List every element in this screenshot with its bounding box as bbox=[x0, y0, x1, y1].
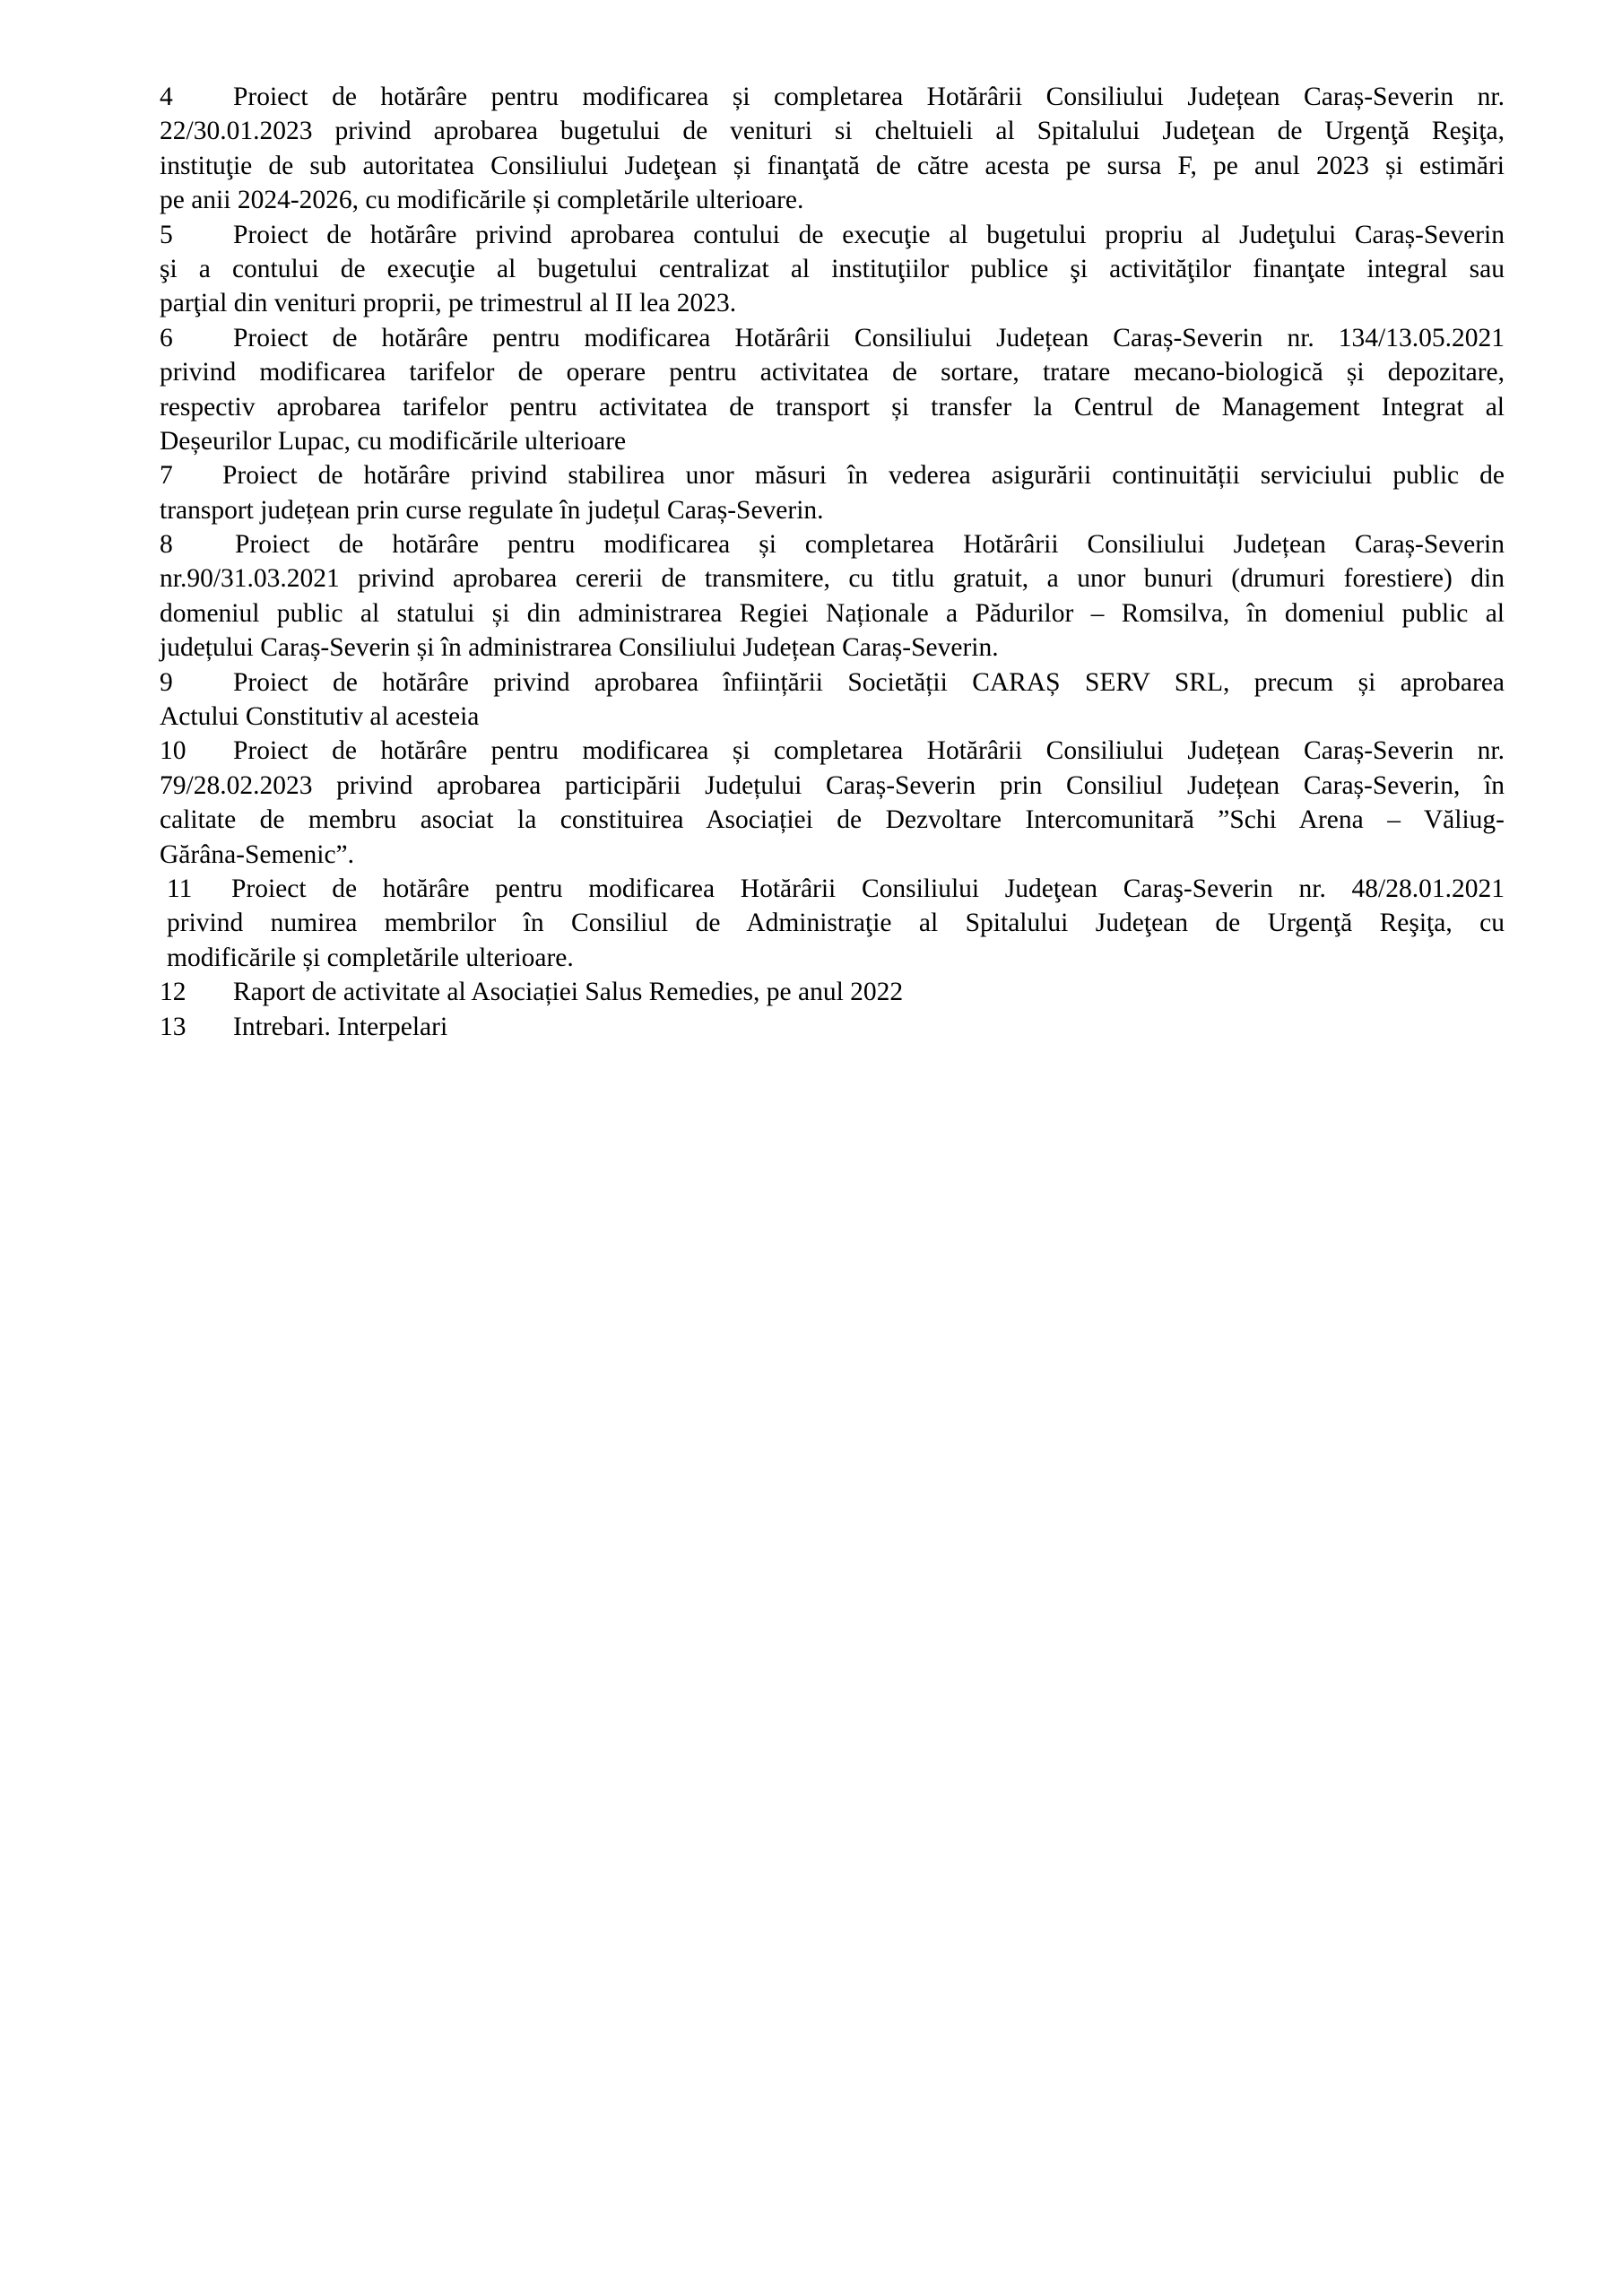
agenda-line: transport județean prin curse regulate în județul Caraș-Severin. bbox=[160, 495, 824, 525]
agenda-line bbox=[160, 734, 1505, 768]
agenda-line: 79/28.02.2023 privind aprobarea participării Județului Caraș-Severin prin Consiliul Județean Caraș-Severin, în bbox=[160, 770, 1505, 800]
agenda-line-text: Proiect de hotărâre pentru modificarea și completarea Hotărârii Consiliului Județean Caraș-Severin nr. bbox=[233, 736, 1505, 766]
agenda-item-9 bbox=[160, 665, 1505, 735]
agenda-line: instituţie de sub autoritatea Consiliului Judeţean și finanţată de către acesta pe sursa F, pe anul 2023 și estimări bbox=[160, 151, 1505, 180]
agenda-item-number: 7 bbox=[160, 461, 173, 491]
agenda-line-text: Proiect de hotărâre privind aprobarea înființării Societății CARAȘ SERV SRL, precum și aprobarea bbox=[233, 667, 1505, 697]
agenda-item-12 bbox=[160, 975, 1505, 1009]
agenda-line bbox=[160, 218, 1505, 252]
agenda-line bbox=[160, 527, 1505, 561]
agenda-line: Gărâna-Semenic”. bbox=[160, 839, 355, 869]
document-page bbox=[160, 80, 1505, 1044]
agenda-item-number: 8 bbox=[160, 530, 173, 560]
agenda-line: modificările și completările ulterioare. bbox=[167, 943, 574, 972]
agenda-line-text: Proiect de hotărâre privind aprobarea contului de execuţie al bugetului propriu al Judeţului Caraș-Severin bbox=[233, 220, 1505, 249]
agenda-item-number: 9 bbox=[160, 667, 173, 697]
agenda-line-text: Proiect de hotărâre pentru modificarea și completarea Hotărârii Consiliului Județean Caraș-Severin bbox=[235, 530, 1505, 560]
agenda-line-text: Proiect de hotărâre pentru modificarea și completarea Hotărârii Consiliului Județean Caraș-Severin nr. bbox=[233, 83, 1505, 111]
agenda-item-number: 4 bbox=[160, 83, 173, 111]
agenda-line-text: Intrebari. Interpelari bbox=[233, 1012, 448, 1041]
agenda-line bbox=[160, 80, 1505, 114]
agenda-line: 22/30.01.2023 privind aprobarea bugetului de venituri si cheltuieli al Spitalului Judeţean de Urgenţă Reşiţa, bbox=[160, 117, 1505, 146]
agenda-item-6 bbox=[160, 321, 1505, 459]
agenda-line bbox=[160, 458, 1505, 492]
agenda-item-number: 10 bbox=[160, 736, 186, 766]
agenda-line: parţial din venituri proprii, pe trimestrul al II lea 2023. bbox=[160, 289, 737, 318]
agenda-line: Actului Constitutiv al acesteia bbox=[160, 702, 480, 732]
agenda-line bbox=[160, 1010, 1505, 1044]
agenda-item-number: 13 bbox=[160, 1012, 186, 1041]
agenda-line bbox=[160, 975, 1505, 1009]
agenda-item-4 bbox=[160, 80, 1505, 218]
agenda-line-text: Proiect de hotărâre pentru modificarea Hotărârii Consiliului Județean Caraș-Severin nr. 134/13.05.2021 bbox=[233, 323, 1505, 352]
agenda-item-number: 6 bbox=[160, 323, 173, 352]
agenda-line-text: Raport de activitate al Asociației Salus Remedies, pe anul 2022 bbox=[233, 978, 904, 1007]
agenda-line: nr.90/31.03.2021 privind aprobarea cererii de transmitere, cu titlu gratuit, a unor bunuri (drumuri forestiere) din bbox=[160, 564, 1505, 594]
agenda-line: şi a contului de execuţie al bugetului centralizat al instituţiilor publice şi activităţilor finanţate integral sau bbox=[160, 254, 1505, 283]
agenda-line bbox=[167, 872, 1505, 906]
agenda-item-8 bbox=[160, 527, 1505, 665]
agenda-item-number: 12 bbox=[160, 978, 186, 1007]
agenda-line: respectiv aprobarea tarifelor pentru activitatea de transport și transfer la Centrul de Management Integrat al bbox=[160, 392, 1505, 422]
agenda-item-13 bbox=[160, 1010, 1505, 1044]
agenda-item-5 bbox=[160, 218, 1505, 321]
agenda-line: Deșeurilor Lupac, cu modificările ulterioare bbox=[160, 426, 627, 456]
agenda-line: privind modificarea tarifelor de operare pentru activitatea de sortare, tratare mecano-biologică și depozitare, bbox=[160, 358, 1505, 387]
agenda-line: pe anii 2024-2026, cu modificările și completările ulterioare. bbox=[160, 186, 804, 215]
agenda-line: calitate de membru asociat la constituirea Asociației de Dezvoltare Intercomunitară ”Schi Arena – Văliug- bbox=[160, 805, 1505, 835]
agenda-line: județului Caraș-Severin și în administrarea Consiliului Județean Caraș-Severin. bbox=[160, 633, 999, 663]
agenda-line-text: Proiect de hotărâre pentru modificarea Hotărârii Consiliului Judeţean Caraş-Severin nr. 48/28.01.2021 bbox=[231, 874, 1505, 903]
agenda-item-number: 5 bbox=[160, 220, 173, 249]
agenda-item-10 bbox=[160, 734, 1505, 872]
agenda-line: privind numirea membrilor în Consiliul de Administraţie al Spitalului Judeţean de Urgenţă Reşiţa, cu bbox=[167, 909, 1505, 938]
agenda-line bbox=[160, 321, 1505, 355]
agenda-line: domeniul public al statului și din administrarea Regiei Naționale a Pădurilor – Romsilva, în domeniul public al bbox=[160, 598, 1505, 628]
agenda-item-7 bbox=[160, 458, 1505, 527]
agenda-line-text: Proiect de hotărâre privind stabilirea unor măsuri în vederea asigurării continuității serviciului public de bbox=[222, 461, 1505, 491]
agenda-line bbox=[160, 665, 1505, 700]
agenda-item-number: 11 bbox=[167, 874, 193, 903]
agenda-item-11 bbox=[160, 872, 1505, 975]
